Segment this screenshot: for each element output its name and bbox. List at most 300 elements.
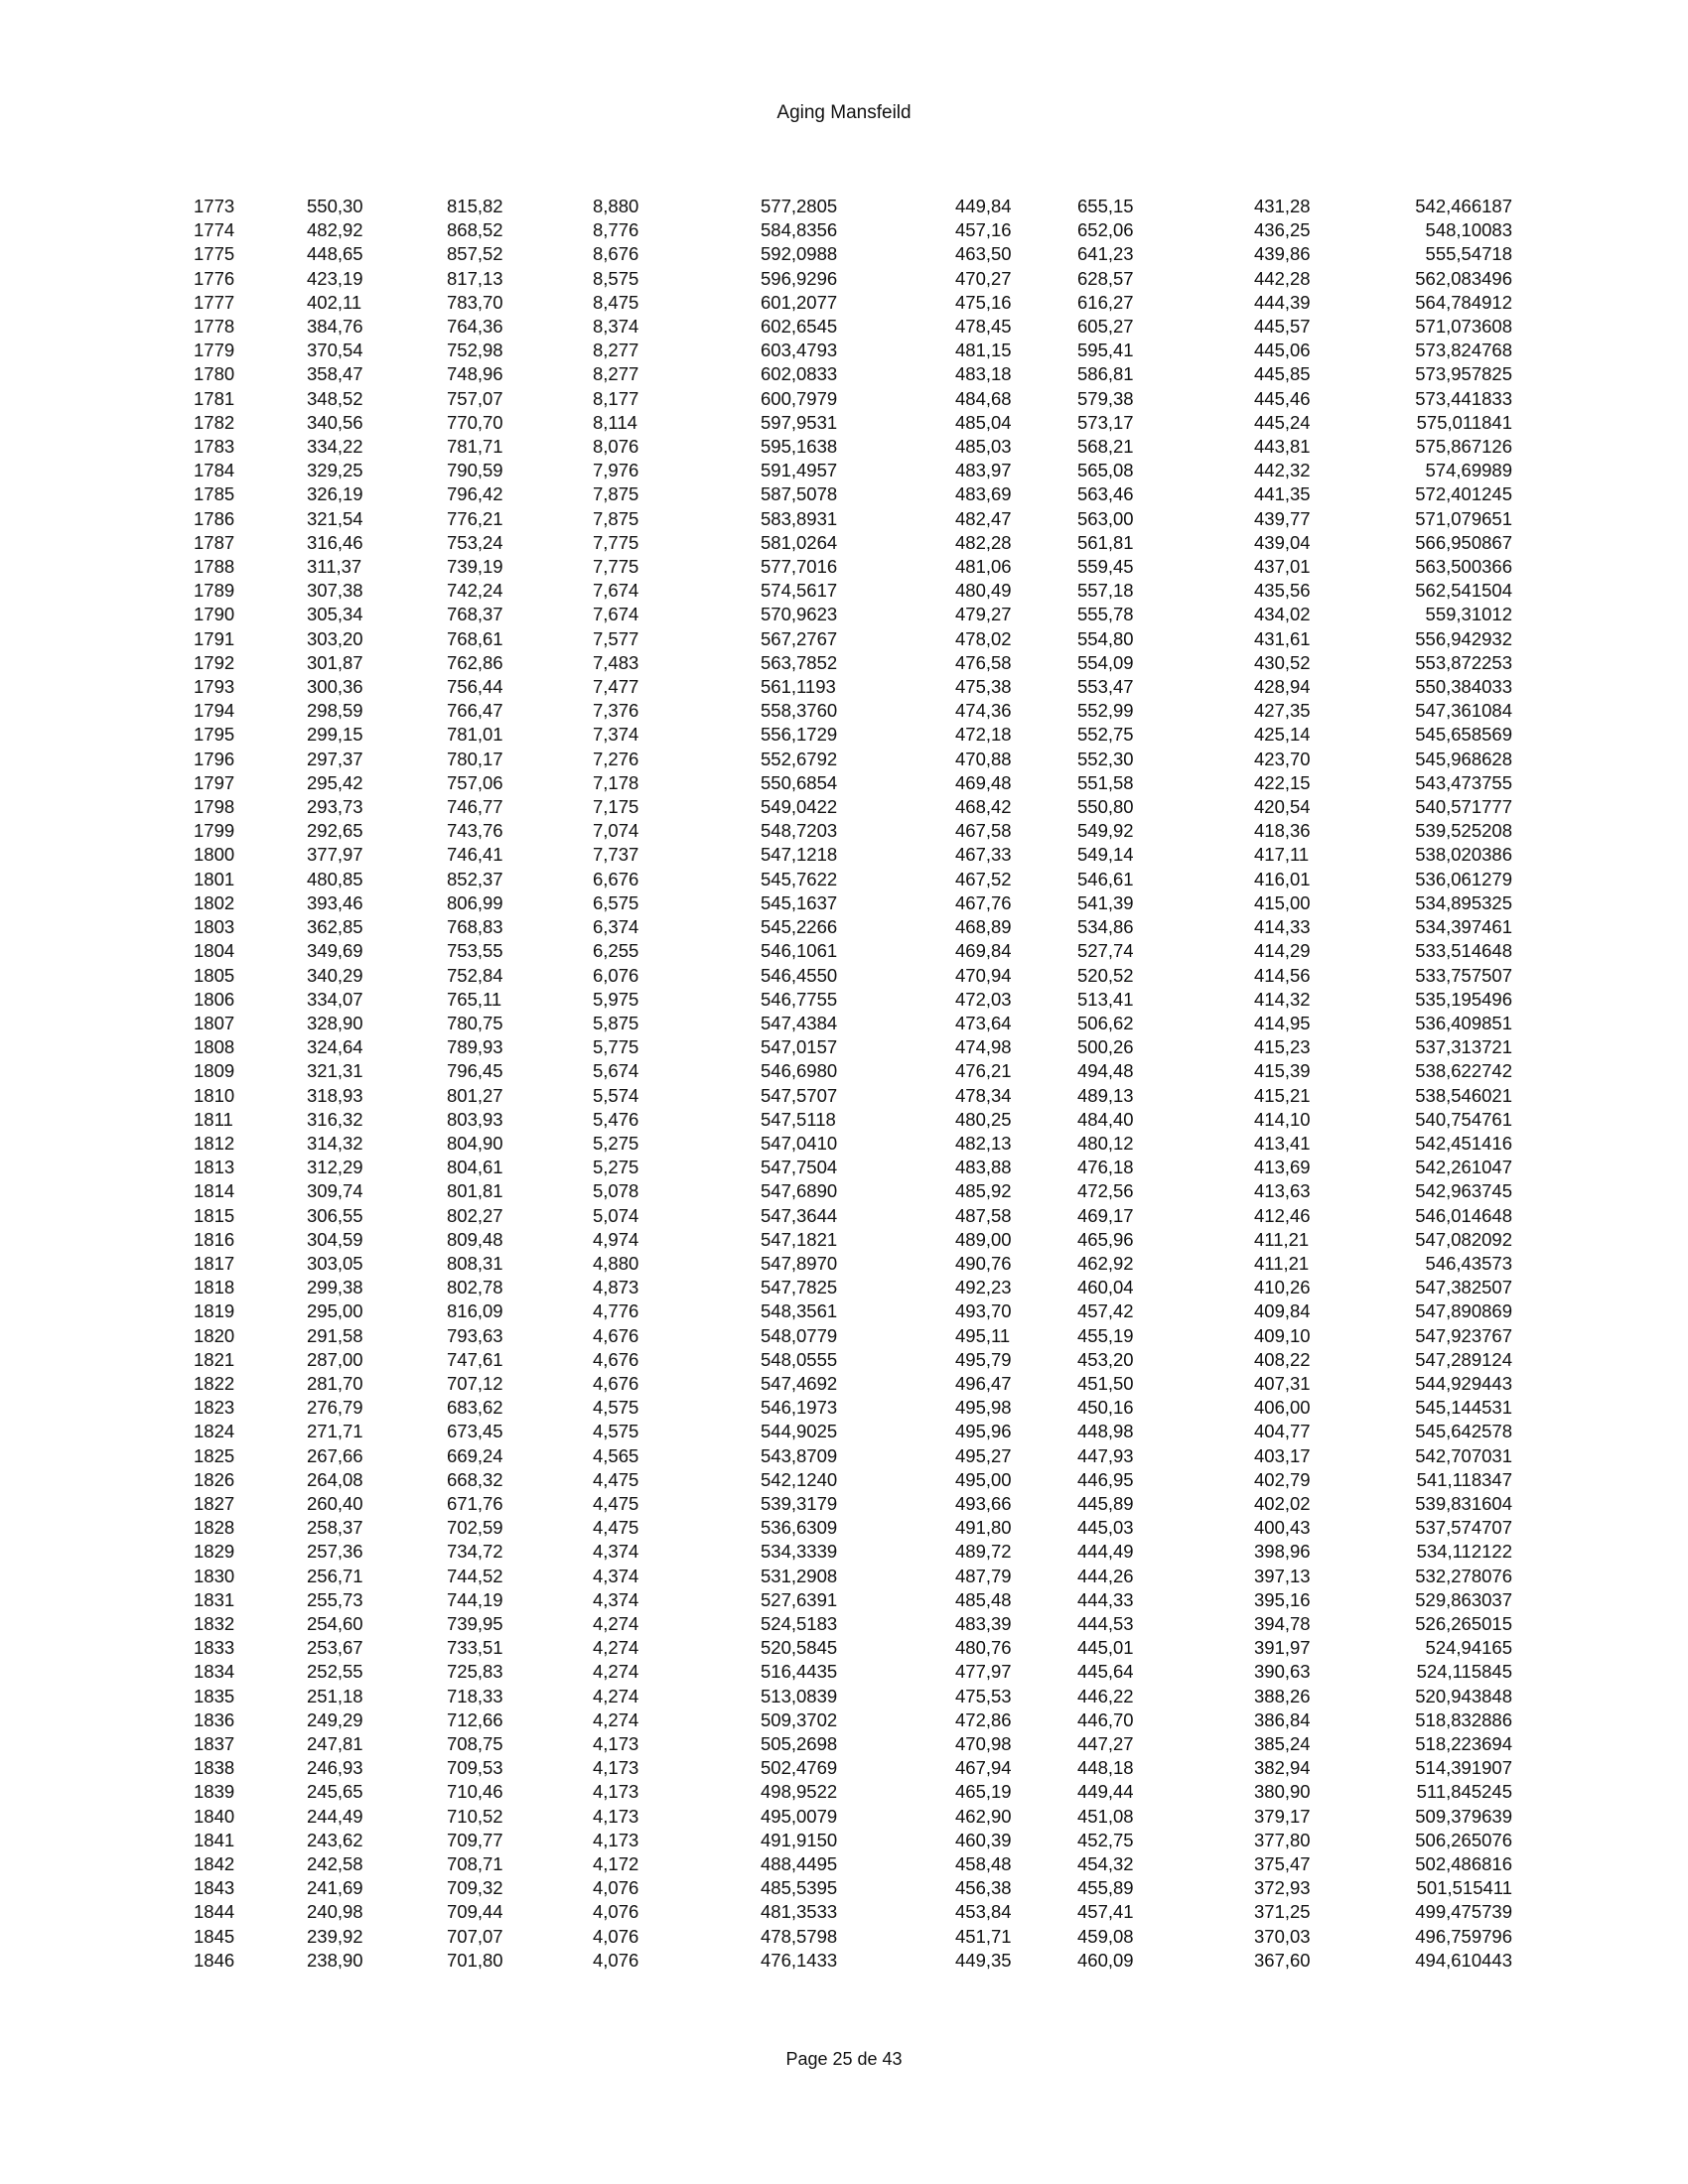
value-cell: 709,32 bbox=[447, 1877, 503, 1899]
value-cell: 781,71 bbox=[447, 436, 503, 458]
year-cell: 1788 bbox=[194, 556, 235, 578]
value-cell: 418,36 bbox=[1254, 820, 1311, 842]
value-cell: 4,173 bbox=[593, 1757, 639, 1779]
value-cell: 475,16 bbox=[955, 291, 1012, 313]
value-cell: 489,00 bbox=[955, 1228, 1012, 1250]
value-cell: 448,65 bbox=[307, 243, 363, 265]
value-cell: 428,94 bbox=[1254, 676, 1311, 698]
value-cell: 455,89 bbox=[1077, 1877, 1134, 1899]
value-cell: 470,94 bbox=[955, 964, 1012, 986]
value-cell: 439,86 bbox=[1254, 243, 1311, 265]
year-cell: 1800 bbox=[194, 844, 235, 866]
value-cell: 304,59 bbox=[307, 1228, 363, 1250]
value-cell: 444,53 bbox=[1077, 1612, 1134, 1634]
value-cell: 253,67 bbox=[307, 1637, 363, 1659]
value-cell: 309,74 bbox=[307, 1180, 363, 1202]
value-cell: 8,076 bbox=[593, 436, 639, 458]
value-cell: 7,875 bbox=[593, 507, 639, 529]
value-cell: 483,18 bbox=[955, 363, 1012, 385]
value-cell: 460,04 bbox=[1077, 1277, 1134, 1298]
value-cell: 7,577 bbox=[593, 627, 639, 649]
value-cell: 7,175 bbox=[593, 796, 639, 818]
value-cell: 451,71 bbox=[955, 1925, 1012, 1947]
value-cell: 297,37 bbox=[307, 748, 363, 769]
value-cell: 496,759796 bbox=[1415, 1925, 1512, 1947]
value-cell: 539,831604 bbox=[1415, 1492, 1512, 1514]
value-cell: 506,265076 bbox=[1415, 1829, 1512, 1850]
value-cell: 414,29 bbox=[1254, 940, 1311, 962]
table-row bbox=[194, 843, 1512, 867]
year-cell: 1777 bbox=[194, 291, 235, 313]
value-cell: 808,31 bbox=[447, 1252, 503, 1274]
value-cell: 446,95 bbox=[1077, 1468, 1134, 1490]
value-cell: 414,56 bbox=[1254, 964, 1311, 986]
table-row bbox=[194, 1444, 1512, 1468]
value-cell: 443,81 bbox=[1254, 436, 1311, 458]
value-cell: 358,47 bbox=[307, 363, 363, 385]
value-cell: 7,674 bbox=[593, 604, 639, 625]
table-row bbox=[194, 723, 1512, 747]
year-cell: 1774 bbox=[194, 219, 235, 241]
table-row bbox=[194, 267, 1512, 291]
value-cell: 473,64 bbox=[955, 1012, 1012, 1033]
value-cell: 6,076 bbox=[593, 964, 639, 986]
value-cell: 450,16 bbox=[1077, 1397, 1134, 1419]
year-cell: 1803 bbox=[194, 916, 235, 938]
value-cell: 411,21 bbox=[1254, 1252, 1310, 1274]
value-cell: 565,08 bbox=[1077, 460, 1134, 481]
value-cell: 546,61 bbox=[1077, 868, 1134, 889]
table-row bbox=[194, 1685, 1512, 1708]
value-cell: 477,97 bbox=[955, 1661, 1012, 1683]
value-cell: 568,21 bbox=[1077, 436, 1134, 458]
value-cell: 600,7979 bbox=[761, 387, 838, 409]
value-cell: 561,81 bbox=[1077, 531, 1134, 553]
value-cell: 513,0839 bbox=[761, 1685, 838, 1706]
value-cell: 556,942932 bbox=[1415, 627, 1512, 649]
value-cell: 790,59 bbox=[447, 460, 503, 481]
year-cell: 1825 bbox=[194, 1444, 235, 1466]
value-cell: 5,775 bbox=[593, 1036, 639, 1058]
value-cell: 541,39 bbox=[1077, 891, 1134, 913]
value-cell: 511,845245 bbox=[1416, 1781, 1512, 1803]
value-cell: 804,90 bbox=[447, 1132, 503, 1154]
value-cell: 6,676 bbox=[593, 868, 639, 889]
value-cell: 801,27 bbox=[447, 1084, 503, 1106]
value-cell: 491,9150 bbox=[761, 1829, 838, 1850]
value-cell: 326,19 bbox=[307, 483, 363, 505]
value-cell: 251,18 bbox=[307, 1685, 363, 1706]
value-cell: 482,92 bbox=[307, 219, 363, 241]
value-cell: 529,863037 bbox=[1415, 1588, 1512, 1610]
value-cell: 562,541504 bbox=[1415, 580, 1512, 602]
value-cell: 6,255 bbox=[593, 940, 639, 962]
value-cell: 857,52 bbox=[447, 243, 503, 265]
value-cell: 602,0833 bbox=[761, 363, 838, 385]
table-row bbox=[194, 819, 1512, 843]
value-cell: 451,08 bbox=[1077, 1805, 1134, 1827]
value-cell: 402,02 bbox=[1254, 1492, 1311, 1514]
value-cell: 470,88 bbox=[955, 748, 1012, 769]
table-row bbox=[194, 291, 1512, 315]
value-cell: 311,37 bbox=[307, 556, 362, 578]
value-cell: 550,80 bbox=[1077, 796, 1134, 818]
value-cell: 802,27 bbox=[447, 1204, 503, 1226]
value-cell: 301,87 bbox=[307, 651, 363, 673]
value-cell: 768,37 bbox=[447, 604, 503, 625]
value-cell: 430,52 bbox=[1254, 651, 1311, 673]
value-cell: 299,15 bbox=[307, 724, 363, 746]
value-cell: 435,56 bbox=[1254, 580, 1311, 602]
value-cell: 4,173 bbox=[593, 1829, 639, 1850]
value-cell: 469,84 bbox=[955, 940, 1012, 962]
table-row bbox=[194, 411, 1512, 435]
table-row bbox=[194, 603, 1512, 626]
value-cell: 467,94 bbox=[955, 1757, 1012, 1779]
value-cell: 673,45 bbox=[447, 1421, 503, 1442]
value-cell: 566,950867 bbox=[1415, 531, 1512, 553]
value-cell: 4,274 bbox=[593, 1708, 639, 1730]
value-cell: 8,676 bbox=[593, 243, 639, 265]
value-cell: 547,8970 bbox=[761, 1252, 838, 1274]
value-cell: 293,73 bbox=[307, 796, 363, 818]
value-cell: 495,27 bbox=[955, 1444, 1012, 1466]
value-cell: 616,27 bbox=[1077, 291, 1134, 313]
value-cell: 482,28 bbox=[955, 531, 1012, 553]
value-cell: 444,49 bbox=[1077, 1541, 1134, 1563]
value-cell: 456,38 bbox=[955, 1877, 1012, 1899]
value-cell: 445,57 bbox=[1254, 316, 1311, 338]
table-row bbox=[194, 1540, 1512, 1564]
year-cell: 1844 bbox=[194, 1901, 235, 1923]
table-row bbox=[194, 315, 1512, 339]
value-cell: 329,25 bbox=[307, 460, 363, 481]
value-cell: 490,76 bbox=[955, 1252, 1012, 1274]
value-cell: 425,14 bbox=[1254, 724, 1311, 746]
table-row bbox=[194, 939, 1512, 963]
value-cell: 744,52 bbox=[447, 1565, 503, 1586]
value-cell: 4,676 bbox=[593, 1372, 639, 1394]
value-cell: 413,41 bbox=[1254, 1132, 1311, 1154]
value-cell: 536,6309 bbox=[761, 1517, 838, 1539]
value-cell: 484,40 bbox=[1077, 1108, 1134, 1130]
value-cell: 502,486816 bbox=[1415, 1853, 1512, 1875]
value-cell: 595,41 bbox=[1077, 340, 1134, 361]
value-cell: 548,10083 bbox=[1425, 219, 1512, 241]
value-cell: 453,20 bbox=[1077, 1348, 1134, 1370]
value-cell: 668,32 bbox=[447, 1468, 503, 1490]
year-cell: 1813 bbox=[194, 1157, 235, 1178]
year-cell: 1830 bbox=[194, 1565, 235, 1586]
value-cell: 766,47 bbox=[447, 700, 503, 722]
value-cell: 472,86 bbox=[955, 1708, 1012, 1730]
value-cell: 601,2077 bbox=[761, 291, 838, 313]
value-cell: 390,63 bbox=[1254, 1661, 1311, 1683]
value-cell: 495,00 bbox=[955, 1468, 1012, 1490]
year-cell: 1801 bbox=[194, 868, 235, 889]
value-cell: 371,25 bbox=[1254, 1901, 1311, 1923]
year-cell: 1781 bbox=[194, 387, 235, 409]
value-cell: 444,33 bbox=[1077, 1588, 1134, 1610]
value-cell: 487,79 bbox=[955, 1565, 1012, 1586]
value-cell: 480,76 bbox=[955, 1637, 1012, 1659]
table-row bbox=[194, 195, 1512, 218]
value-cell: 572,401245 bbox=[1415, 483, 1512, 505]
value-cell: 739,95 bbox=[447, 1612, 503, 1634]
value-cell: 596,9296 bbox=[761, 267, 838, 289]
value-cell: 757,06 bbox=[447, 771, 503, 793]
value-cell: 449,44 bbox=[1077, 1781, 1134, 1803]
value-cell: 494,48 bbox=[1077, 1060, 1134, 1082]
table-row bbox=[194, 1348, 1512, 1372]
value-cell: 603,4793 bbox=[761, 340, 838, 361]
value-cell: 815,82 bbox=[447, 196, 503, 216]
page-header-title: Aging Mansfeild bbox=[776, 102, 912, 123]
value-cell: 4,873 bbox=[593, 1277, 639, 1298]
value-cell: 571,079651 bbox=[1415, 507, 1512, 529]
value-cell: 281,70 bbox=[307, 1372, 363, 1394]
value-cell: 535,195496 bbox=[1415, 988, 1512, 1010]
value-cell: 252,55 bbox=[307, 1661, 363, 1683]
table-row bbox=[194, 915, 1512, 939]
table-row bbox=[194, 891, 1512, 915]
value-cell: 547,382507 bbox=[1415, 1277, 1512, 1298]
value-cell: 239,92 bbox=[307, 1925, 363, 1947]
table-row bbox=[194, 435, 1512, 459]
value-cell: 394,78 bbox=[1254, 1612, 1311, 1634]
value-cell: 707,12 bbox=[447, 1372, 503, 1394]
year-cell: 1814 bbox=[194, 1180, 235, 1202]
value-cell: 709,53 bbox=[447, 1757, 503, 1779]
value-cell: 547,0157 bbox=[761, 1036, 838, 1058]
year-cell: 1831 bbox=[194, 1588, 235, 1610]
year-cell: 1773 bbox=[194, 196, 235, 216]
value-cell: 454,32 bbox=[1077, 1853, 1134, 1875]
value-cell: 709,77 bbox=[447, 1829, 503, 1850]
value-cell: 746,41 bbox=[447, 844, 503, 866]
value-cell: 540,754761 bbox=[1415, 1108, 1512, 1130]
value-cell: 752,84 bbox=[447, 964, 503, 986]
value-cell: 547,7504 bbox=[761, 1157, 838, 1178]
value-cell: 439,04 bbox=[1254, 531, 1311, 553]
value-cell: 4,274 bbox=[593, 1661, 639, 1683]
value-cell: 4,575 bbox=[593, 1397, 639, 1419]
value-cell: 485,48 bbox=[955, 1588, 1012, 1610]
value-cell: 768,61 bbox=[447, 627, 503, 649]
value-cell: 267,66 bbox=[307, 1444, 363, 1466]
value-cell: 502,4769 bbox=[761, 1757, 838, 1779]
value-cell: 474,36 bbox=[955, 700, 1012, 722]
value-cell: 431,28 bbox=[1254, 196, 1311, 216]
value-cell: 747,61 bbox=[447, 1348, 503, 1370]
value-cell: 547,3644 bbox=[761, 1204, 838, 1226]
value-cell: 321,54 bbox=[307, 507, 363, 529]
table-row bbox=[194, 1612, 1512, 1636]
value-cell: 7,483 bbox=[593, 651, 639, 673]
value-cell: 408,22 bbox=[1254, 1348, 1311, 1370]
value-cell: 552,75 bbox=[1077, 724, 1134, 746]
value-cell: 241,69 bbox=[307, 1877, 363, 1899]
value-cell: 575,011841 bbox=[1416, 411, 1512, 433]
value-cell: 474,98 bbox=[955, 1036, 1012, 1058]
value-cell: 489,13 bbox=[1077, 1084, 1134, 1106]
value-cell: 476,58 bbox=[955, 651, 1012, 673]
value-cell: 583,8931 bbox=[761, 507, 838, 529]
value-cell: 384,76 bbox=[307, 316, 363, 338]
value-cell: 4,374 bbox=[593, 1588, 639, 1610]
value-cell: 534,112122 bbox=[1416, 1541, 1512, 1563]
value-cell: 422,15 bbox=[1254, 771, 1311, 793]
value-cell: 256,71 bbox=[307, 1565, 363, 1586]
value-cell: 249,29 bbox=[307, 1708, 363, 1730]
value-cell: 305,34 bbox=[307, 604, 363, 625]
value-cell: 303,20 bbox=[307, 627, 363, 649]
value-cell: 552,6792 bbox=[761, 748, 838, 769]
value-cell: 547,082092 bbox=[1415, 1228, 1512, 1250]
value-cell: 480,25 bbox=[955, 1108, 1012, 1130]
value-cell: 803,93 bbox=[447, 1108, 503, 1130]
value-cell: 462,92 bbox=[1077, 1252, 1134, 1274]
value-cell: 753,55 bbox=[447, 940, 503, 962]
value-cell: 495,0079 bbox=[761, 1805, 838, 1827]
value-cell: 483,88 bbox=[955, 1157, 1012, 1178]
value-cell: 816,09 bbox=[447, 1300, 503, 1322]
value-cell: 524,115845 bbox=[1416, 1661, 1512, 1683]
value-cell: 385,24 bbox=[1254, 1733, 1311, 1754]
value-cell: 586,81 bbox=[1077, 363, 1134, 385]
value-cell: 476,18 bbox=[1077, 1157, 1134, 1178]
value-cell: 377,80 bbox=[1254, 1829, 1311, 1850]
value-cell: 414,95 bbox=[1254, 1012, 1311, 1033]
value-cell: 554,80 bbox=[1077, 627, 1134, 649]
year-cell: 1829 bbox=[194, 1541, 235, 1563]
year-cell: 1791 bbox=[194, 627, 235, 649]
table-row bbox=[194, 675, 1512, 699]
value-cell: 547,0410 bbox=[761, 1132, 838, 1154]
value-cell: 563,00 bbox=[1077, 507, 1134, 529]
value-cell: 531,2908 bbox=[761, 1565, 838, 1586]
value-cell: 4,974 bbox=[593, 1228, 639, 1250]
value-cell: 287,00 bbox=[307, 1348, 363, 1370]
value-cell: 768,83 bbox=[447, 916, 503, 938]
table-body bbox=[194, 195, 1512, 1973]
value-cell: 476,21 bbox=[955, 1060, 1012, 1082]
value-cell: 7,875 bbox=[593, 483, 639, 505]
value-cell: 577,2805 bbox=[761, 196, 838, 216]
value-cell: 509,3702 bbox=[761, 1708, 838, 1730]
value-cell: 257,36 bbox=[307, 1541, 363, 1563]
value-cell: 481,15 bbox=[955, 340, 1012, 361]
value-cell: 4,880 bbox=[593, 1252, 639, 1274]
value-cell: 240,98 bbox=[307, 1901, 363, 1923]
value-cell: 413,69 bbox=[1254, 1157, 1311, 1178]
value-cell: 802,78 bbox=[447, 1277, 503, 1298]
value-cell: 548,7203 bbox=[761, 820, 838, 842]
value-cell: 258,37 bbox=[307, 1517, 363, 1539]
value-cell: 710,46 bbox=[447, 1781, 503, 1803]
value-cell: 683,62 bbox=[447, 1397, 503, 1419]
year-cell: 1823 bbox=[194, 1397, 235, 1419]
value-cell: 445,06 bbox=[1254, 340, 1311, 361]
value-cell: 712,66 bbox=[447, 1708, 503, 1730]
value-cell: 817,13 bbox=[447, 267, 503, 289]
year-cell: 1824 bbox=[194, 1421, 235, 1442]
value-cell: 472,18 bbox=[955, 724, 1012, 746]
year-cell: 1827 bbox=[194, 1492, 235, 1514]
value-cell: 415,00 bbox=[1254, 891, 1311, 913]
value-cell: 476,1433 bbox=[761, 1949, 838, 1971]
value-cell: 545,7622 bbox=[761, 868, 838, 889]
value-cell: 789,93 bbox=[447, 1036, 503, 1058]
value-cell: 382,94 bbox=[1254, 1757, 1311, 1779]
value-cell: 595,1638 bbox=[761, 436, 838, 458]
table-row bbox=[194, 218, 1512, 242]
value-cell: 498,9522 bbox=[761, 1781, 838, 1803]
value-cell: 7,775 bbox=[593, 531, 639, 553]
value-cell: 7,376 bbox=[593, 700, 639, 722]
value-cell: 546,014648 bbox=[1415, 1204, 1512, 1226]
value-cell: 423,70 bbox=[1254, 748, 1311, 769]
value-cell: 395,16 bbox=[1254, 1588, 1311, 1610]
value-cell: 7,976 bbox=[593, 460, 639, 481]
value-cell: 481,06 bbox=[955, 556, 1012, 578]
table-row bbox=[194, 627, 1512, 651]
value-cell: 527,6391 bbox=[761, 1588, 838, 1610]
value-cell: 534,86 bbox=[1077, 916, 1134, 938]
value-cell: 574,5617 bbox=[761, 580, 838, 602]
value-cell: 457,41 bbox=[1077, 1901, 1134, 1923]
table-row bbox=[194, 1900, 1512, 1924]
value-cell: 542,466187 bbox=[1415, 196, 1512, 216]
year-cell: 1779 bbox=[194, 340, 235, 361]
value-cell: 505,2698 bbox=[761, 1733, 838, 1754]
value-cell: 445,46 bbox=[1254, 387, 1311, 409]
value-cell: 406,00 bbox=[1254, 1397, 1311, 1419]
value-cell: 445,03 bbox=[1077, 1517, 1134, 1539]
table-row bbox=[194, 1636, 1512, 1660]
table-row bbox=[194, 1156, 1512, 1179]
value-cell: 547,289124 bbox=[1415, 1348, 1512, 1370]
year-cell: 1822 bbox=[194, 1372, 235, 1394]
year-cell: 1809 bbox=[194, 1060, 235, 1082]
value-cell: 242,58 bbox=[307, 1853, 363, 1875]
value-cell: 349,69 bbox=[307, 940, 363, 962]
year-cell: 1842 bbox=[194, 1853, 235, 1875]
value-cell: 472,03 bbox=[955, 988, 1012, 1010]
value-cell: 545,658569 bbox=[1415, 724, 1512, 746]
value-cell: 334,22 bbox=[307, 436, 363, 458]
value-cell: 4,172 bbox=[593, 1853, 639, 1875]
value-cell: 655,15 bbox=[1077, 196, 1134, 216]
value-cell: 6,374 bbox=[593, 916, 639, 938]
value-cell: 446,70 bbox=[1077, 1708, 1134, 1730]
value-cell: 7,737 bbox=[593, 844, 639, 866]
value-cell: 8,475 bbox=[593, 291, 639, 313]
value-cell: 434,02 bbox=[1254, 604, 1311, 625]
value-cell: 852,37 bbox=[447, 868, 503, 889]
value-cell: 573,957825 bbox=[1415, 363, 1512, 385]
value-cell: 748,96 bbox=[447, 363, 503, 385]
value-cell: 340,29 bbox=[307, 964, 363, 986]
value-cell: 550,6854 bbox=[761, 771, 838, 793]
value-cell: 314,32 bbox=[307, 1132, 363, 1154]
value-cell: 480,12 bbox=[1077, 1132, 1134, 1154]
value-cell: 587,5078 bbox=[761, 483, 838, 505]
value-cell: 540,571777 bbox=[1415, 796, 1512, 818]
value-cell: 442,32 bbox=[1254, 460, 1311, 481]
value-cell: 7,374 bbox=[593, 724, 639, 746]
value-cell: 671,76 bbox=[447, 1492, 503, 1514]
